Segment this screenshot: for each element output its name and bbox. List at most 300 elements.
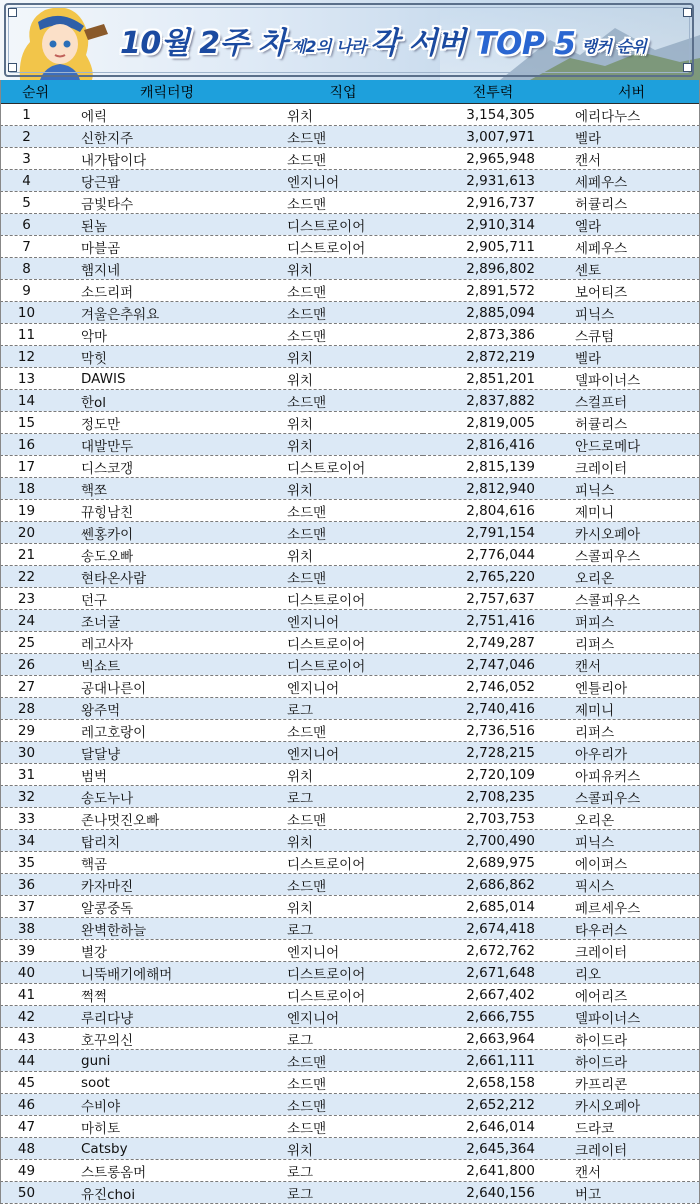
cell-class: 엔지니어: [263, 676, 423, 698]
cell-class: 디스트로이어: [263, 588, 423, 610]
cell-server: 스컬프터: [563, 390, 700, 412]
cell-character: 달달냥: [71, 742, 263, 764]
cell-character: 핵곰: [71, 852, 263, 874]
title-top5: TOP 5: [475, 26, 576, 62]
cell-class: 위치: [263, 1138, 423, 1160]
cell-power: 2,751,416: [423, 610, 563, 632]
cell-rank: 9: [0, 280, 71, 302]
table-row: [0, 808, 700, 830]
cell-class: 디스트로이어: [263, 214, 423, 236]
cell-class: 엔지니어: [263, 170, 423, 192]
cell-power: 2,646,014: [423, 1116, 563, 1138]
cell-server: 델파이너스: [563, 368, 700, 390]
cell-power: 2,746,052: [423, 676, 563, 698]
cell-power: 2,685,014: [423, 896, 563, 918]
cell-class: 디스트로이어: [263, 654, 423, 676]
cell-server: 리퍼스: [563, 632, 700, 654]
cell-rank: 21: [0, 544, 71, 566]
cell-character: 조너굴: [71, 610, 263, 632]
cell-rank: 48: [0, 1138, 71, 1160]
cell-rank: 2: [0, 126, 71, 148]
cell-rank: 28: [0, 698, 71, 720]
cell-rank: 15: [0, 412, 71, 434]
cell-rank: 6: [0, 214, 71, 236]
cell-character: 완벽한하늘: [71, 918, 263, 940]
frame-corner-icon: [8, 63, 17, 72]
cell-power: 2,872,219: [423, 346, 563, 368]
title-game: 제2의 나라: [290, 37, 366, 56]
cell-power: 2,736,516: [423, 720, 563, 742]
cell-power: 2,740,416: [423, 698, 563, 720]
cell-server: 허큘리스: [563, 192, 700, 214]
table-row: [0, 676, 700, 698]
cell-class: 로그: [263, 1160, 423, 1182]
cell-character: 레고사자: [71, 632, 263, 654]
cell-power: 2,776,044: [423, 544, 563, 566]
cell-character: 에릭: [71, 104, 263, 126]
cell-character: 송도오빠: [71, 544, 263, 566]
cell-class: 위치: [263, 104, 423, 126]
cell-character: 정도만: [71, 412, 263, 434]
cell-character: 핵쪼: [71, 478, 263, 500]
cell-character: 쩍쩍: [71, 984, 263, 1006]
cell-server: 에어리즈: [563, 984, 700, 1006]
cell-power: 2,645,364: [423, 1138, 563, 1160]
cell-server: 보어티즈: [563, 280, 700, 302]
cell-character: Catsby: [71, 1138, 263, 1160]
title-ranker: 랭커 순위: [581, 37, 647, 56]
cell-character: 카자마진: [71, 874, 263, 896]
cell-class: 디스트로이어: [263, 984, 423, 1006]
cell-class: 로그: [263, 786, 423, 808]
cell-rank: 22: [0, 566, 71, 588]
table-row: [0, 764, 700, 786]
cell-power: 2,905,711: [423, 236, 563, 258]
cell-power: 2,728,215: [423, 742, 563, 764]
cell-power: 2,791,154: [423, 522, 563, 544]
table-row: [0, 544, 700, 566]
cell-server: 크레이터: [563, 940, 700, 962]
cell-server: 센토: [563, 258, 700, 280]
cell-class: 소드맨: [263, 522, 423, 544]
cell-rank: 19: [0, 500, 71, 522]
cell-rank: 39: [0, 940, 71, 962]
cell-power: 2,703,753: [423, 808, 563, 830]
cell-power: 2,837,882: [423, 390, 563, 412]
cell-rank: 4: [0, 170, 71, 192]
cell-class: 로그: [263, 698, 423, 720]
cell-class: 소드맨: [263, 390, 423, 412]
cell-class: 위치: [263, 830, 423, 852]
cell-class: 소드맨: [263, 324, 423, 346]
cell-power: 2,720,109: [423, 764, 563, 786]
title-week: 10월 2주 차: [120, 26, 287, 61]
cell-class: 엔지니어: [263, 742, 423, 764]
cell-rank: 10: [0, 302, 71, 324]
cell-class: 소드맨: [263, 1116, 423, 1138]
cell-class: 소드맨: [263, 1094, 423, 1116]
cell-rank: 3: [0, 148, 71, 170]
cell-class: 소드맨: [263, 720, 423, 742]
table-row: [0, 698, 700, 720]
table-row: [0, 1006, 700, 1028]
cell-character: 신한지주: [71, 126, 263, 148]
table-row: [0, 896, 700, 918]
cell-server: 크레이터: [563, 1138, 700, 1160]
cell-class: 위치: [263, 478, 423, 500]
table-row: [0, 632, 700, 654]
cell-class: 디스트로이어: [263, 632, 423, 654]
cell-server: 버고: [563, 1182, 700, 1204]
cell-character: 된놈: [71, 214, 263, 236]
cell-rank: 43: [0, 1028, 71, 1050]
table-row: [0, 500, 700, 522]
cell-class: 위치: [263, 368, 423, 390]
cell-server: 카시오페아: [563, 1094, 700, 1116]
cell-rank: 12: [0, 346, 71, 368]
cell-class: 디스트로이어: [263, 456, 423, 478]
cell-power: 2,816,416: [423, 434, 563, 456]
table-row: [0, 214, 700, 236]
cell-server: 캔서: [563, 654, 700, 676]
header-server: 서버: [563, 80, 700, 104]
cell-rank: 1: [0, 104, 71, 126]
cell-server: 벨라: [563, 346, 700, 368]
cell-class: 엔지니어: [263, 1006, 423, 1028]
cell-rank: 41: [0, 984, 71, 1006]
cell-power: 2,671,648: [423, 962, 563, 984]
cell-class: 소드맨: [263, 126, 423, 148]
cell-rank: 37: [0, 896, 71, 918]
cell-rank: 17: [0, 456, 71, 478]
cell-rank: 40: [0, 962, 71, 984]
cell-class: 로그: [263, 918, 423, 940]
cell-character: 마블곰: [71, 236, 263, 258]
frame-corner-icon: [8, 8, 17, 17]
cell-class: 엔지니어: [263, 940, 423, 962]
cell-power: 2,641,800: [423, 1160, 563, 1182]
ranking-table: [0, 80, 700, 1204]
cell-class: 소드맨: [263, 500, 423, 522]
cell-rank: 5: [0, 192, 71, 214]
cell-rank: 47: [0, 1116, 71, 1138]
table-row: [0, 390, 700, 412]
table-row: [0, 434, 700, 456]
cell-power: 2,931,613: [423, 170, 563, 192]
table-row: [0, 566, 700, 588]
cell-class: 위치: [263, 258, 423, 280]
cell-class: 소드맨: [263, 566, 423, 588]
cell-character: 뀨힝남친: [71, 500, 263, 522]
table-row: [0, 1050, 700, 1072]
cell-class: 소드맨: [263, 280, 423, 302]
cell-character: 디스코갱: [71, 456, 263, 478]
cell-rank: 31: [0, 764, 71, 786]
cell-power: 2,873,386: [423, 324, 563, 346]
table-row: [0, 412, 700, 434]
cell-power: 2,891,572: [423, 280, 563, 302]
cell-power: 2,910,314: [423, 214, 563, 236]
cell-character: 한ol: [71, 390, 263, 412]
table-row: [0, 1182, 700, 1204]
cell-power: 2,965,948: [423, 148, 563, 170]
table-row: [0, 1094, 700, 1116]
cell-rank: 11: [0, 324, 71, 346]
cell-server: 캔서: [563, 148, 700, 170]
cell-server: 에이퍼스: [563, 852, 700, 874]
cell-power: 2,812,940: [423, 478, 563, 500]
cell-server: 에리다누스: [563, 104, 700, 126]
cell-server: 제미니: [563, 500, 700, 522]
cell-power: 2,666,755: [423, 1006, 563, 1028]
cell-rank: 46: [0, 1094, 71, 1116]
cell-power: 2,765,220: [423, 566, 563, 588]
cell-class: 로그: [263, 1182, 423, 1204]
cell-server: 피닉스: [563, 830, 700, 852]
cell-character: 왕주먹: [71, 698, 263, 720]
cell-server: 스콜피우스: [563, 786, 700, 808]
cell-class: 소드맨: [263, 808, 423, 830]
cell-rank: 36: [0, 874, 71, 896]
cell-class: 위치: [263, 896, 423, 918]
table-row: [0, 104, 700, 126]
cell-power: 2,804,616: [423, 500, 563, 522]
cell-server: 하이드라: [563, 1028, 700, 1050]
table-row: [0, 192, 700, 214]
cell-character: 범벅: [71, 764, 263, 786]
table-row: [0, 874, 700, 896]
cell-class: 소드맨: [263, 1072, 423, 1094]
cell-server: 픽시스: [563, 874, 700, 896]
cell-power: 2,689,975: [423, 852, 563, 874]
table-row: [0, 522, 700, 544]
cell-server: 엘라: [563, 214, 700, 236]
cell-server: 스큐텀: [563, 324, 700, 346]
table-row: [0, 280, 700, 302]
table-row: [0, 1116, 700, 1138]
table-row: [0, 918, 700, 940]
cell-rank: 29: [0, 720, 71, 742]
cell-server: 벨라: [563, 126, 700, 148]
table-body: [0, 104, 700, 1204]
cell-rank: 14: [0, 390, 71, 412]
cell-server: 카시오페아: [563, 522, 700, 544]
cell-character: 소드리퍼: [71, 280, 263, 302]
cell-class: 소드맨: [263, 148, 423, 170]
table-row: [0, 346, 700, 368]
cell-power: 2,667,402: [423, 984, 563, 1006]
cell-power: 2,652,212: [423, 1094, 563, 1116]
cell-power: 2,640,156: [423, 1182, 563, 1204]
cell-rank: 25: [0, 632, 71, 654]
cell-class: 디스트로이어: [263, 962, 423, 984]
cell-server: 안드로메다: [563, 434, 700, 456]
cell-rank: 23: [0, 588, 71, 610]
cell-rank: 27: [0, 676, 71, 698]
cell-rank: 8: [0, 258, 71, 280]
cell-character: 니뚝배기에해머: [71, 962, 263, 984]
cell-class: 소드맨: [263, 192, 423, 214]
cell-server: 세페우스: [563, 236, 700, 258]
header-class: 직업: [263, 80, 423, 104]
cell-character: 수비야: [71, 1094, 263, 1116]
cell-class: 소드맨: [263, 1050, 423, 1072]
table-row: [0, 1160, 700, 1182]
cell-character: 스트롱옴머: [71, 1160, 263, 1182]
cell-server: 아피유커스: [563, 764, 700, 786]
cell-server: 페르세우스: [563, 896, 700, 918]
table-row: [0, 368, 700, 390]
cell-class: 위치: [263, 412, 423, 434]
cell-character: 레고호랑이: [71, 720, 263, 742]
table-row: [0, 654, 700, 676]
cell-character: 겨울은추워요: [71, 302, 263, 324]
cell-character: 탑리치: [71, 830, 263, 852]
table-row: [0, 126, 700, 148]
table-row: [0, 1138, 700, 1160]
cell-server: 허큘리스: [563, 412, 700, 434]
cell-power: 2,815,139: [423, 456, 563, 478]
cell-character: 호꾸의신: [71, 1028, 263, 1050]
header-character: 캐릭터명: [71, 80, 263, 104]
cell-power: 2,708,235: [423, 786, 563, 808]
cell-power: 2,749,287: [423, 632, 563, 654]
cell-power: 2,661,111: [423, 1050, 563, 1072]
cell-server: 델파이너스: [563, 1006, 700, 1028]
cell-character: 쎈홍카이: [71, 522, 263, 544]
cell-class: 디스트로이어: [263, 852, 423, 874]
cell-power: 2,686,862: [423, 874, 563, 896]
cell-character: 송도누나: [71, 786, 263, 808]
table-row: [0, 720, 700, 742]
table-row: [0, 588, 700, 610]
cell-rank: 16: [0, 434, 71, 456]
cell-rank: 18: [0, 478, 71, 500]
cell-class: 디스트로이어: [263, 236, 423, 258]
cell-rank: 7: [0, 236, 71, 258]
cell-power: 2,757,637: [423, 588, 563, 610]
cell-server: 캔서: [563, 1160, 700, 1182]
cell-character: 빅쇼트: [71, 654, 263, 676]
frame-corner-icon: [683, 8, 692, 17]
cell-server: 퍼피스: [563, 610, 700, 632]
table-row: [0, 148, 700, 170]
table-row: [0, 786, 700, 808]
table-border-left: [0, 80, 1, 1203]
cell-power: 2,896,802: [423, 258, 563, 280]
cell-class: 위치: [263, 544, 423, 566]
cell-server: 세페우스: [563, 170, 700, 192]
cell-character: 별강: [71, 940, 263, 962]
cell-rank: 20: [0, 522, 71, 544]
cell-server: 아우리가: [563, 742, 700, 764]
cell-rank: 30: [0, 742, 71, 764]
cell-rank: 42: [0, 1006, 71, 1028]
cell-server: 오리온: [563, 566, 700, 588]
cell-rank: 32: [0, 786, 71, 808]
cell-character: 햄지네: [71, 258, 263, 280]
cell-character: 현타온사람: [71, 566, 263, 588]
cell-server: 타우러스: [563, 918, 700, 940]
table-row: [0, 984, 700, 1006]
cell-power: 2,747,046: [423, 654, 563, 676]
cell-power: 2,672,762: [423, 940, 563, 962]
table-row: [0, 1072, 700, 1094]
header-power: 전투력: [423, 80, 563, 104]
cell-power: 2,916,737: [423, 192, 563, 214]
cell-character: 유진choi: [71, 1182, 263, 1204]
cell-character: 금빛타수: [71, 192, 263, 214]
table-row: [0, 962, 700, 984]
table-row: [0, 610, 700, 632]
cell-rank: 35: [0, 852, 71, 874]
cell-character: guni: [71, 1050, 263, 1072]
cell-class: 위치: [263, 764, 423, 786]
cell-character: soot: [71, 1072, 263, 1094]
cell-rank: 34: [0, 830, 71, 852]
table-row: [0, 170, 700, 192]
cell-rank: 49: [0, 1160, 71, 1182]
table-row: [0, 830, 700, 852]
cell-character: 마히토: [71, 1116, 263, 1138]
cell-character: 대발만두: [71, 434, 263, 456]
cell-class: 위치: [263, 346, 423, 368]
header-rank: 순위: [0, 80, 71, 104]
cell-rank: 24: [0, 610, 71, 632]
cell-power: 2,658,158: [423, 1072, 563, 1094]
cell-class: 소드맨: [263, 302, 423, 324]
cell-rank: 44: [0, 1050, 71, 1072]
table-row: [0, 302, 700, 324]
banner: [0, 0, 700, 80]
cell-character: 알콩중독: [71, 896, 263, 918]
cell-server: 스콜피우스: [563, 544, 700, 566]
cell-character: DAWIS: [71, 368, 263, 390]
cell-character: 당근팜: [71, 170, 263, 192]
cell-server: 오리온: [563, 808, 700, 830]
cell-server: 피닉스: [563, 478, 700, 500]
cell-rank: 26: [0, 654, 71, 676]
table-row: [0, 940, 700, 962]
cell-character: 루리다냥: [71, 1006, 263, 1028]
cell-character: 존나멋진오빠: [71, 808, 263, 830]
cell-power: 2,674,418: [423, 918, 563, 940]
cell-rank: 45: [0, 1072, 71, 1094]
cell-power: 2,700,490: [423, 830, 563, 852]
table-row: [0, 1028, 700, 1050]
cell-power: 2,663,964: [423, 1028, 563, 1050]
frame-corner-icon: [683, 63, 692, 72]
cell-server: 엔틀리아: [563, 676, 700, 698]
cell-character: 내가탑이다: [71, 148, 263, 170]
table-row: [0, 852, 700, 874]
table-row: [0, 324, 700, 346]
cell-rank: 50: [0, 1182, 71, 1204]
cell-power: 2,851,201: [423, 368, 563, 390]
table-row: [0, 258, 700, 280]
ranking-table-container: [0, 80, 700, 1204]
cell-server: 제미니: [563, 698, 700, 720]
cell-server: 하이드라: [563, 1050, 700, 1072]
cell-server: 리오: [563, 962, 700, 984]
cell-class: 위치: [263, 434, 423, 456]
table-row: [0, 236, 700, 258]
cell-power: 3,154,305: [423, 104, 563, 126]
table-row: [0, 478, 700, 500]
cell-character: 던구: [71, 588, 263, 610]
cell-server: 카프리콘: [563, 1072, 700, 1094]
cell-power: 3,007,971: [423, 126, 563, 148]
